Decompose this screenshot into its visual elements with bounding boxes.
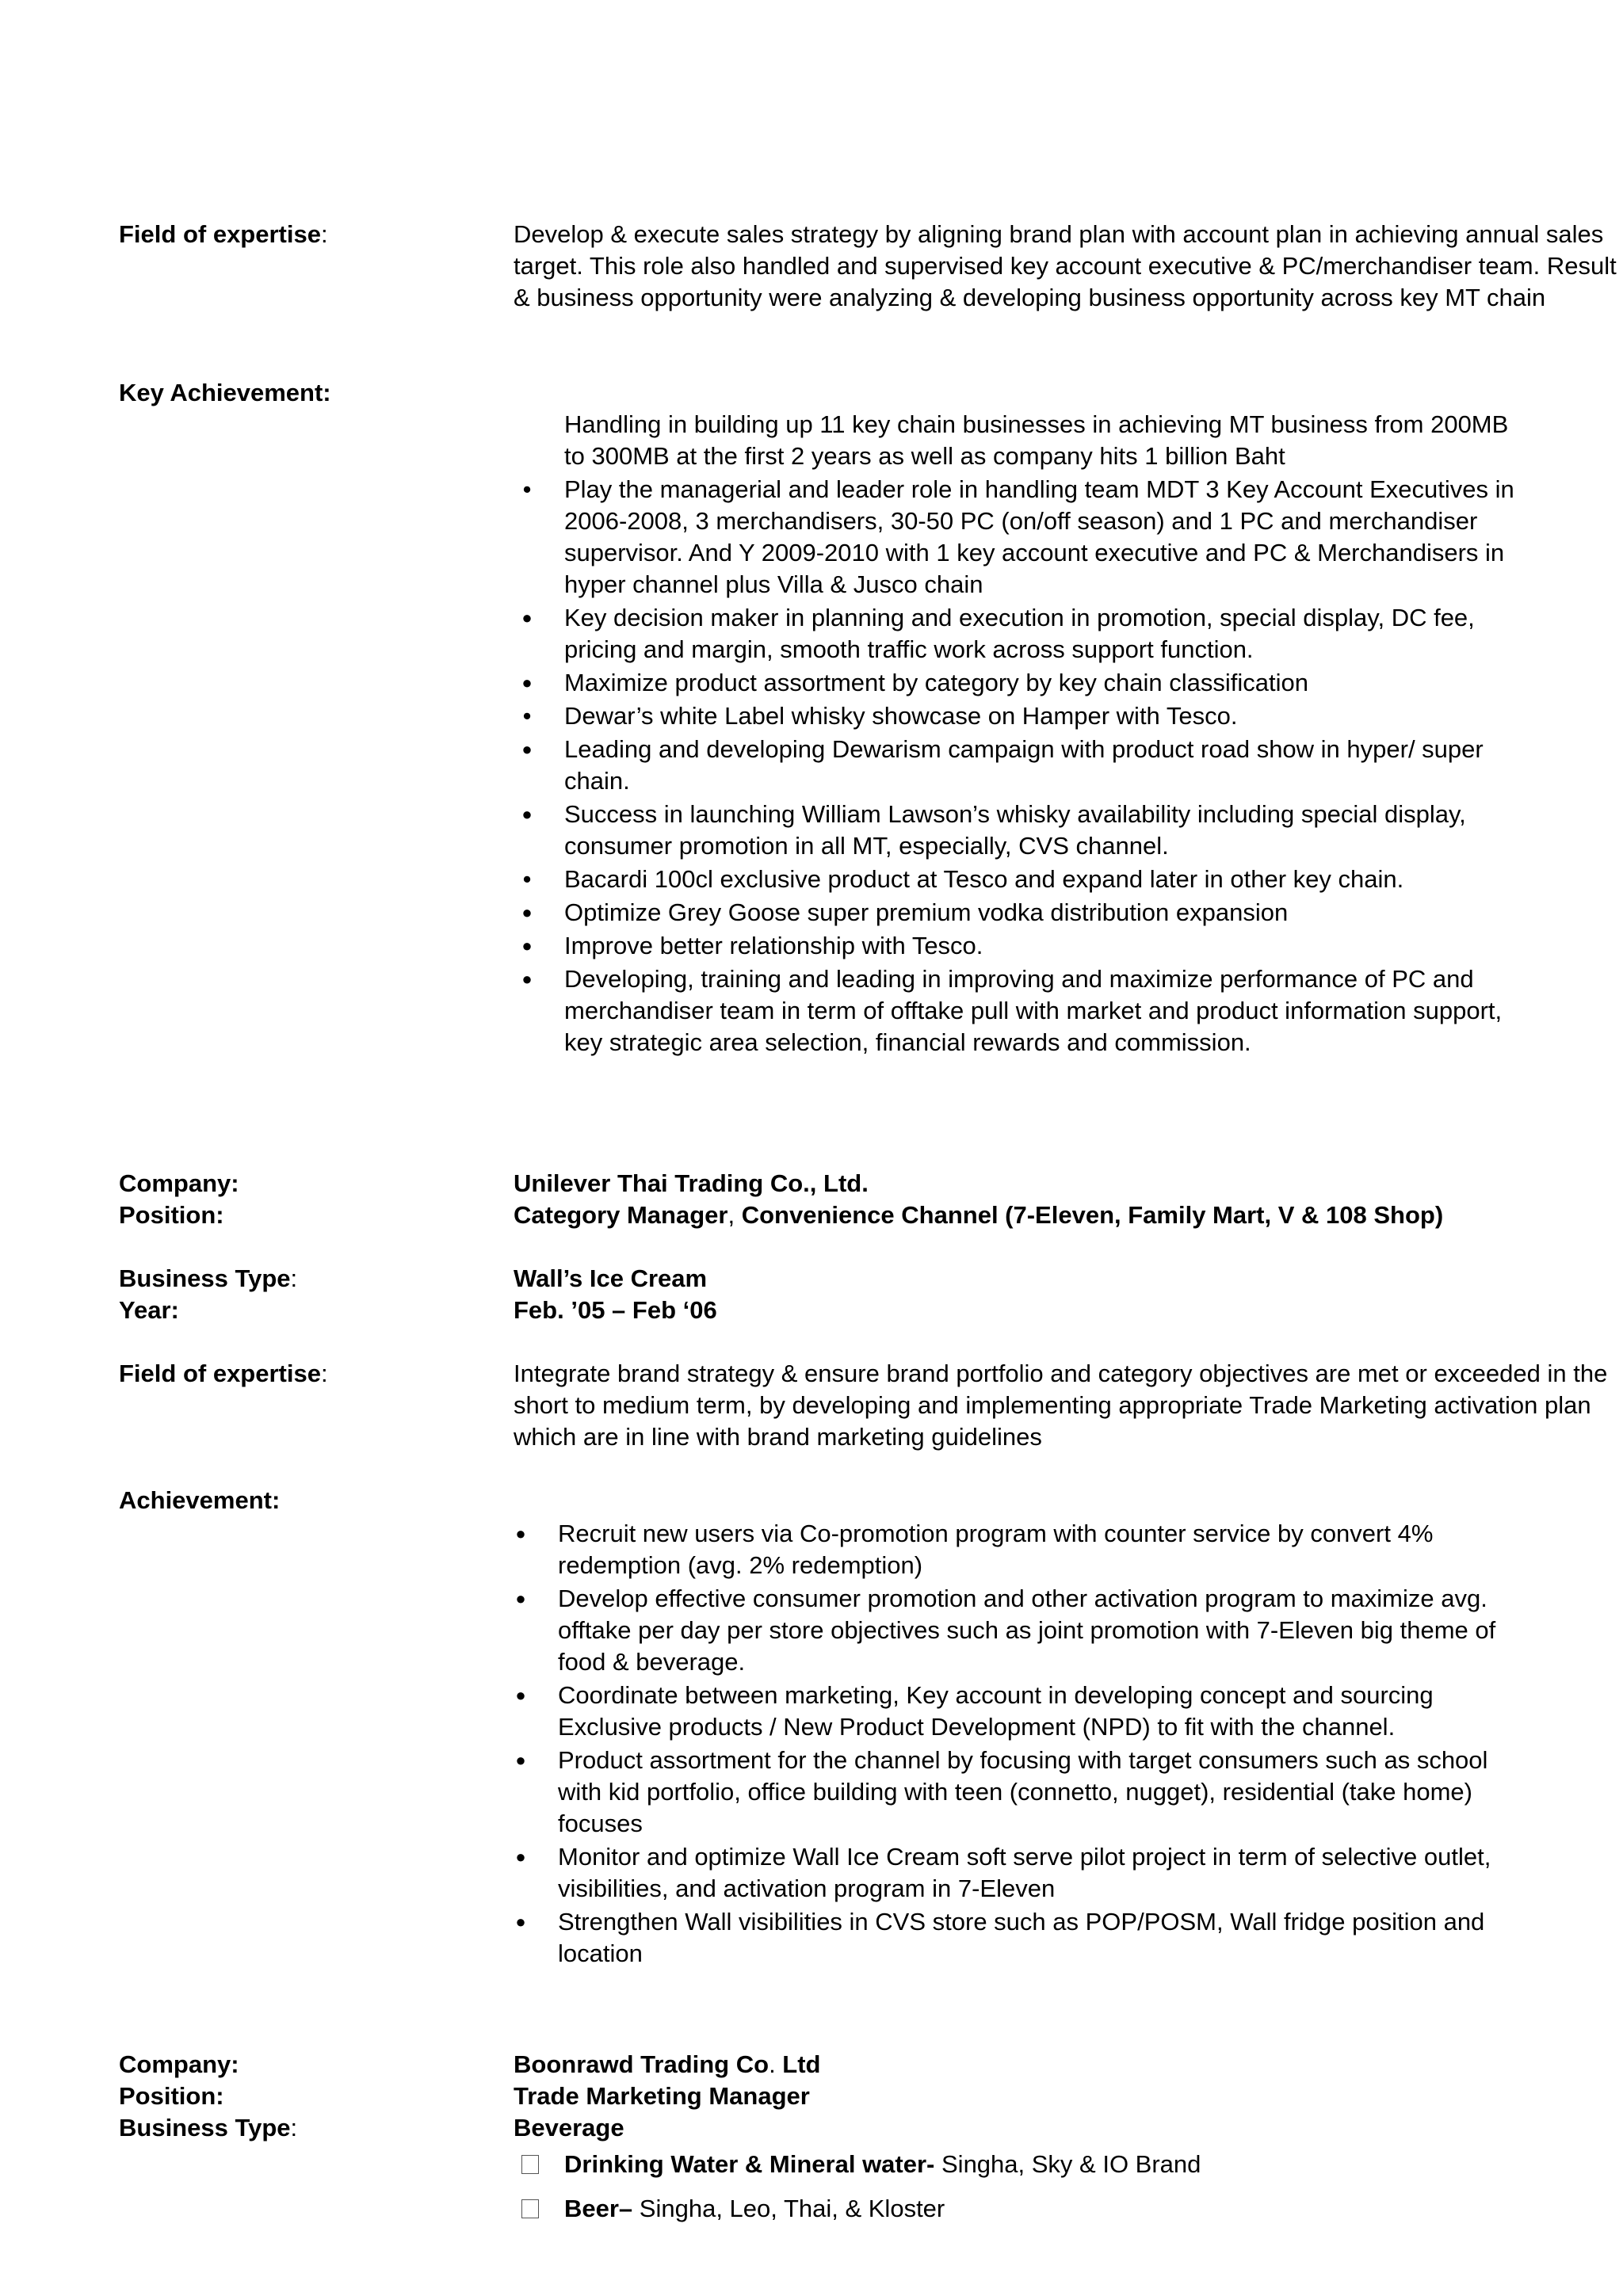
- list-item: [521, 602, 1523, 666]
- list-item-text: Recruit new users via Co-promotion program with counter service by convert 4% redemption (avg. 2% redemption): [558, 1520, 1434, 1579]
- position-label: Position:: [119, 1201, 224, 1229]
- list-item: [515, 1745, 1525, 1840]
- list-item: [521, 734, 1523, 797]
- business-type-value: Beverage: [514, 2114, 624, 2142]
- key-achievement-list: [521, 409, 1523, 1060]
- list-item-text: Monitor and optimize Wall Ice Cream soft serve pilot project in term of selective outlet, visibilities, and activation program in 7-Eleven: [558, 1843, 1491, 1902]
- bullet-icon: ●: [521, 804, 533, 824]
- bullet-icon: ●: [521, 902, 533, 922]
- bullet-icon: ●: [515, 1912, 526, 1932]
- list-item: [515, 1841, 1525, 1905]
- business-type-label: Business Type:: [119, 2114, 298, 2142]
- position-label: Position:: [119, 2082, 224, 2110]
- checkbox-icon: [521, 2155, 539, 2174]
- achievement-list: [515, 1518, 1525, 1971]
- bullet-icon: ●: [521, 936, 533, 955]
- list-item-text: Strengthen Wall visibilities in CVS store such as POP/POSM, Wall fridge position and location: [558, 1908, 1485, 1967]
- list-item: [515, 1680, 1525, 1743]
- list-item: [564, 409, 1523, 472]
- checklist-item-text: Singha, Sky & IO Brand: [934, 2150, 1201, 2178]
- checklist-item-heading: Drinking Water & Mineral water-: [564, 2150, 935, 2178]
- list-item: [515, 1906, 1525, 1970]
- checkbox-icon: [521, 2199, 539, 2218]
- list-item: [522, 864, 1523, 895]
- bullet-icon: •: [522, 475, 532, 503]
- position-title: Category Manager, Convenience Channel (7-Eleven, Family Mart, V & 108 Shop): [514, 1201, 1444, 1229]
- year-value: Feb. ’05 – Feb ‘06: [514, 1296, 717, 1324]
- list-item-text: Handling in building up 11 key chain businesses in achieving MT business from 200MB to 300MB at the first 2 years as well as company hits 1 billion Baht: [564, 410, 1509, 470]
- list-item-text: Dewar’s white Label whisky showcase on Hamper with Tesco.: [564, 702, 1238, 730]
- list-item: [521, 930, 1523, 962]
- year-label: Year:: [119, 1296, 179, 1324]
- bullet-icon: ●: [521, 969, 533, 989]
- business-type-label: Business Type:: [119, 1264, 298, 1292]
- field-of-expertise-text: Integrate brand strategy & ensure brand portfolio and category objectives are met or exceeded in the short to medium term, by developing and implementing appropriate Trade Marketing activation plan which are in line with brand marketing guidelines: [514, 1360, 1608, 1451]
- list-item: [521, 897, 1523, 929]
- bullet-icon: •: [522, 865, 532, 893]
- list-item-text: Success in launching William Lawson’s whisky availability including special display, consumer promotion in all MT, especially, CVS channel.: [564, 800, 1466, 860]
- list-item-text: Key decision maker in planning and execution in promotion, special display, DC fee, pricing and margin, smooth traffic work across support function.: [564, 604, 1475, 663]
- bullet-icon: ●: [521, 608, 533, 627]
- list-item: [521, 667, 1523, 699]
- checklist-item-heading: Beer–: [564, 2195, 633, 2222]
- key-achievement-label: Key Achievement:: [119, 379, 331, 406]
- bullet-icon: ●: [515, 1524, 526, 1543]
- bullet-icon: ●: [521, 739, 533, 759]
- list-item: [515, 1518, 1525, 1581]
- business-type-value: Wall’s Ice Cream: [514, 1264, 708, 1292]
- field-of-expertise-text: Develop & execute sales strategy by aligning brand plan with account plan in achieving annual sales target. This role also handled and supervised key account executive & PC/merchandiser team. Result & business opportunity were analyzing & developing business opportunity across key MT chain: [514, 220, 1617, 311]
- field-of-expertise-label: Field of expertise:: [119, 1360, 328, 1387]
- list-item-text: Optimize Grey Goose super premium vodka distribution expansion: [564, 898, 1289, 926]
- list-item: [521, 799, 1523, 862]
- list-item-text: Developing, training and leading in improving and maximize performance of PC and merchandiser team in term of offtake pull with market and product information support, key strategic area selection, financial rewards and commission.: [564, 965, 1503, 1056]
- position-title: Trade Marketing Manager: [514, 2082, 810, 2110]
- company-name: Boonrawd Trading Co. Ltd: [514, 2050, 821, 2078]
- list-item: [522, 700, 1523, 732]
- list-item-text: Product assortment for the channel by focusing with target consumers such as school with kid portfolio, office building with teen (connetto, nugget), residential (take home) focuses: [558, 1746, 1488, 1837]
- bullet-icon: ●: [515, 1750, 526, 1770]
- checklist-item: [564, 2193, 1523, 2225]
- company-label: Company:: [119, 1169, 239, 1197]
- brand-checklist: [564, 2149, 1523, 2237]
- field-of-expertise-label: Field of expertise:: [119, 220, 328, 248]
- bullet-icon: ●: [515, 1589, 526, 1608]
- list-item-text: Play the managerial and leader role in handling team MDT 3 Key Account Executives in 2006-2008, 3 merchandisers, 30-50 PC (on/off season) and 1 PC and merchandiser supervisor. And Y 2009-2010 with 1 key account executive and PC & Merchandisers in hyper channel plus Villa & Jusco chain: [564, 475, 1514, 598]
- checklist-item: [564, 2149, 1523, 2180]
- list-item: [522, 474, 1523, 601]
- list-item-text: Develop effective consumer promotion and other activation program to maximize avg. offtake per day per store objectives such as joint promotion with 7-Eleven big theme of food & beverage.: [558, 1585, 1496, 1676]
- list-item: [515, 1583, 1525, 1678]
- bullet-icon: ●: [521, 673, 533, 692]
- achievement-label: Achievement:: [119, 1486, 281, 1514]
- bullet-icon: ●: [515, 1685, 526, 1705]
- list-item-text: Leading and developing Dewarism campaign with product road show in hyper/ super chain.: [564, 735, 1484, 795]
- bullet-icon: •: [522, 702, 532, 730]
- checklist-item-text: Singha, Leo, Thai, & Kloster: [632, 2195, 945, 2222]
- company-name: Unilever Thai Trading Co., Ltd.: [514, 1169, 869, 1197]
- list-item-text: Coordinate between marketing, Key account in developing concept and sourcing Exclusive products / New Product Development (NPD) to fit with the channel.: [558, 1681, 1434, 1741]
- list-item-text: Improve better relationship with Tesco.: [564, 932, 983, 959]
- list-item: [521, 963, 1523, 1058]
- list-item-text: Bacardi 100cl exclusive product at Tesco and expand later in other key chain.: [564, 865, 1404, 893]
- company-label: Company:: [119, 2050, 239, 2078]
- bullet-icon: ●: [515, 1847, 526, 1867]
- list-item-text: Maximize product assortment by category by key chain classification: [564, 669, 1309, 696]
